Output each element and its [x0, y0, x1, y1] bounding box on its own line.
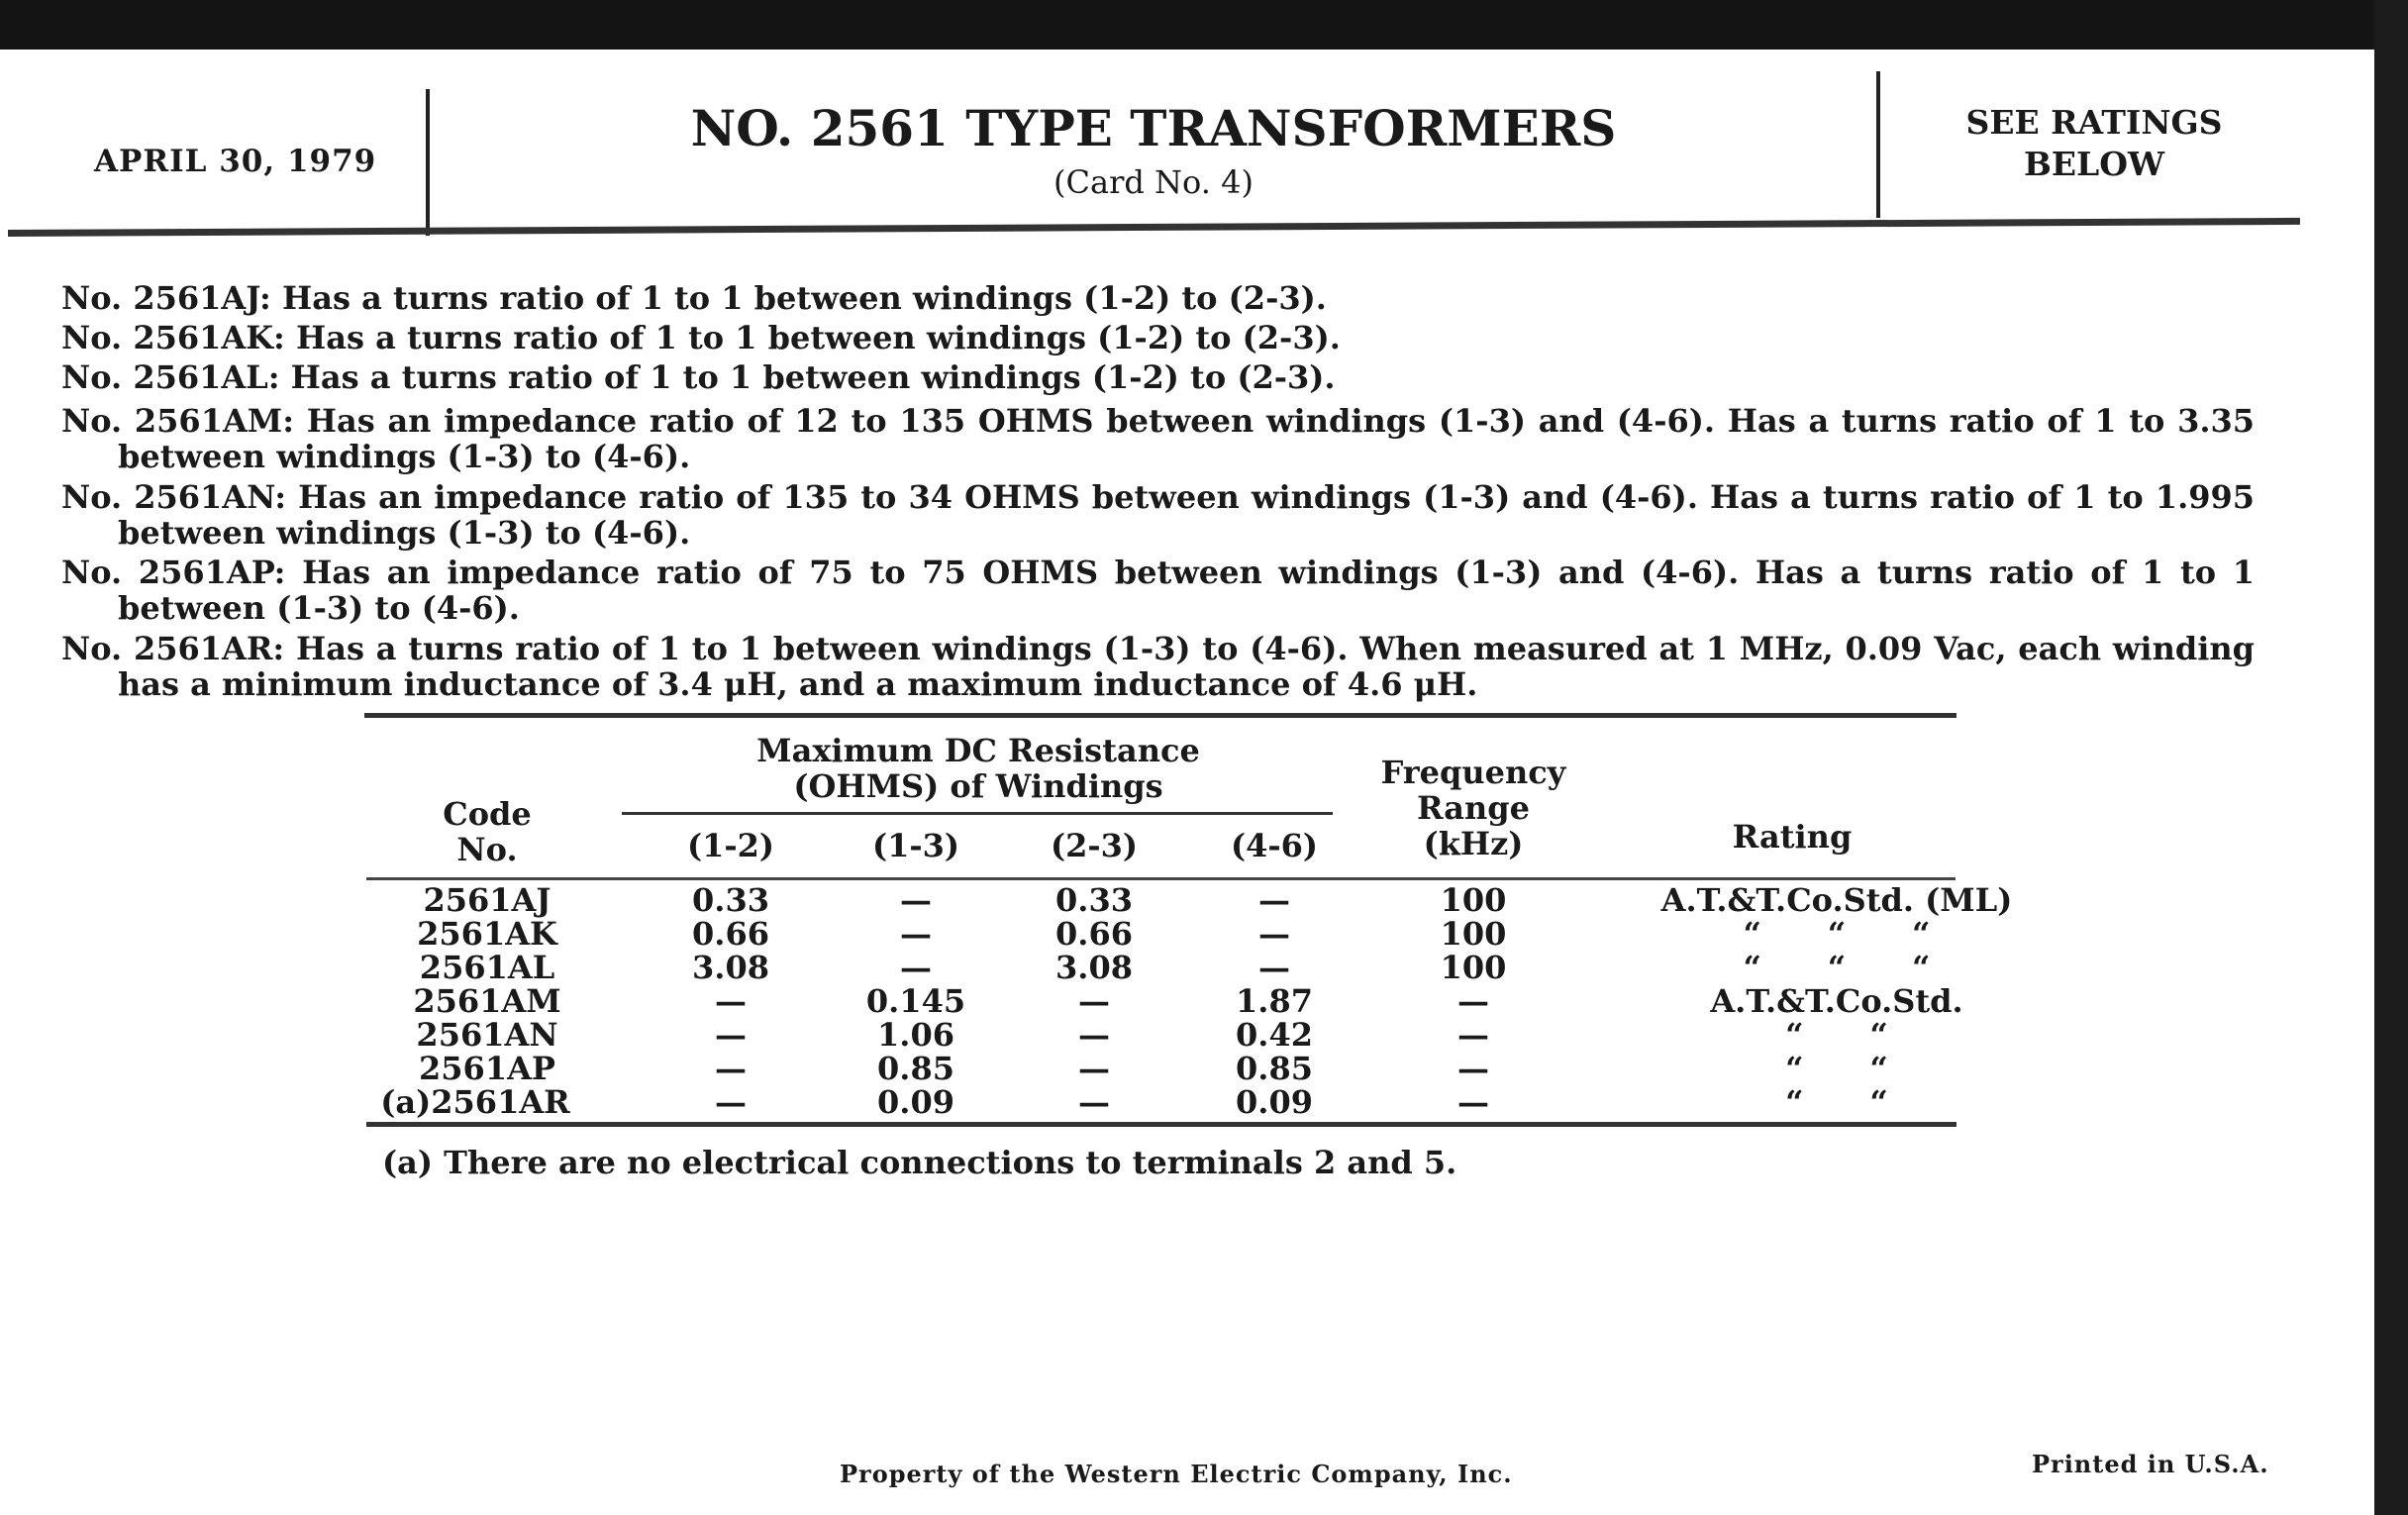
property-notice: Property of the Western Electric Company, Inc.: [840, 1460, 1513, 1488]
rating-header: Rating: [1732, 818, 1853, 856]
col-header-4-6: (4-6): [1230, 827, 1319, 864]
col-header-1-3: (1-3): [871, 827, 960, 864]
code-cell: (a)2561AR: [380, 1083, 570, 1121]
winding-1-3-cell: —: [900, 881, 932, 919]
code-header-line: Code: [443, 795, 532, 833]
ratings-note-line: BELOW: [2023, 145, 2165, 183]
freq-header-line: (kHz): [1423, 825, 1524, 862]
frequency-cell: 100: [1440, 915, 1507, 953]
header-divider: [1876, 71, 1880, 218]
winding-1-3-cell: —: [900, 915, 932, 953]
col-header-1-2: (1-2): [686, 827, 775, 864]
description-2561aj: No. 2561AJ: Has a turns ratio of 1 to 1 between windings (1-2) to (2-3).: [61, 279, 1327, 317]
winding-4-6-cell: —: [1258, 915, 1290, 953]
winding-1-2-cell: —: [715, 1016, 747, 1054]
card-number: (Card No. 4): [1054, 163, 1254, 201]
table-footnote: (a) There are no electrical connections to terminals 2 and 5.: [382, 1144, 1457, 1181]
frequency-cell: —: [1457, 1050, 1489, 1087]
winding-2-3-cell: —: [1078, 982, 1110, 1020]
winding-1-3-cell: 0.85: [877, 1050, 954, 1087]
description-2561al: No. 2561AL: Has a turns ratio of 1 to 1 between windings (1-2) to (2-3).: [61, 358, 1336, 396]
winding-1-2-cell: —: [715, 1083, 747, 1121]
winding-4-6-cell: 0.42: [1236, 1016, 1313, 1054]
freq-header-line: Frequency: [1380, 754, 1566, 791]
frequency-cell: —: [1457, 982, 1489, 1020]
description-2561an: No. 2561AN: Has an impedance ratio of 135 to 34 OHMS between windings (1-3) and (4-6). Has a turns ratio of 1 to 1.995 between windings (1-3) to (4-6).: [61, 478, 2255, 552]
rating-cell: “ “: [1785, 1016, 1888, 1054]
card-date: APRIL 30, 1979: [94, 144, 377, 179]
frequency-header: [1354, 755, 1592, 861]
header-bottom-rule: [366, 877, 1956, 880]
group-rule: [622, 812, 1333, 815]
printed-notice: Printed in U.S.A.: [2032, 1450, 2269, 1478]
winding-1-2-cell: 0.66: [692, 915, 769, 953]
code-cell: 2561AM: [413, 982, 561, 1020]
scan-border-top: [0, 0, 2408, 50]
frequency-cell: —: [1457, 1083, 1489, 1121]
rating-cell: “ “: [1785, 1083, 1888, 1121]
rating-cell: A.T.&T.Co.Std.: [1710, 982, 1963, 1020]
winding-2-3-cell: 3.08: [1055, 949, 1133, 986]
winding-4-6-cell: —: [1258, 881, 1290, 919]
code-cell: 2561AL: [419, 949, 555, 986]
frequency-cell: 100: [1440, 881, 1507, 919]
group-header-line: (OHMS) of Windings: [793, 767, 1163, 805]
header-rule: [8, 218, 2300, 237]
col-header-2-3: (2-3): [1050, 827, 1139, 864]
winding-1-2-cell: 3.08: [692, 949, 769, 986]
freq-header-line: Range: [1416, 789, 1531, 827]
winding-2-3-cell: —: [1078, 1016, 1110, 1054]
description-2561ap: No. 2561AP: Has an impedance ratio of 75 to 75 OHMS between windings (1-3) and (4-6). Has a turns ratio of 1 to 1 between (1-3) to (4-6).: [61, 554, 2255, 627]
description-2561ak: No. 2561AK: Has a turns ratio of 1 to 1 between windings (1-2) to (2-3).: [61, 319, 1341, 356]
page-title: NO. 2561 TYPE TRANSFORMERS: [690, 99, 1617, 157]
description-2561am: No. 2561AM: Has an impedance ratio of 12 to 135 OHMS between windings (1-3) and (4-6). Has a turns ratio of 1 to 3.35 between windings (1-3) to (4-6).: [61, 402, 2255, 475]
winding-1-3-cell: 1.06: [877, 1016, 954, 1054]
winding-4-6-cell: 1.87: [1236, 982, 1313, 1020]
description-2561ar: No. 2561AR: Has a turns ratio of 1 to 1 between windings (1-3) to (4-6). When measured at 1 MHz, 0.09 Vac, each winding has a minimum inductance of 3.4 μH, and a maximum inductance of 4.6 μH.: [61, 630, 2255, 703]
winding-4-6-cell: —: [1258, 949, 1290, 986]
code-cell: 2561AK: [417, 915, 557, 953]
winding-1-3-cell: 0.145: [865, 982, 966, 1020]
resistance-group-header: [622, 733, 1335, 804]
winding-2-3-cell: —: [1078, 1083, 1110, 1121]
header-divider: [426, 89, 430, 236]
winding-1-2-cell: 0.33: [692, 881, 769, 919]
rating-cell: “ “ “: [1743, 915, 1931, 953]
rating-cell: “ “ “: [1743, 949, 1931, 986]
rating-cell: “ “: [1785, 1050, 1888, 1087]
frequency-cell: 100: [1440, 949, 1507, 986]
code-cell: 2561AJ: [423, 881, 552, 919]
winding-4-6-cell: 0.85: [1236, 1050, 1313, 1087]
scan-border-right: [2374, 0, 2408, 1515]
table-top-rule: [364, 713, 1956, 718]
winding-1-3-cell: 0.09: [877, 1083, 954, 1121]
rating-cell: A.T.&T.Co.Std. (ML): [1660, 881, 2013, 919]
ratings-note-line: SEE RATINGS: [1965, 103, 2223, 142]
frequency-cell: —: [1457, 1016, 1489, 1054]
code-header: [388, 796, 586, 867]
ratings-note: [1886, 102, 2302, 185]
group-header-line: Maximum DC Resistance: [756, 732, 1200, 769]
table-bottom-rule: [366, 1122, 1956, 1127]
winding-2-3-cell: —: [1078, 1050, 1110, 1087]
code-cell: 2561AN: [416, 1016, 558, 1054]
winding-2-3-cell: 0.33: [1055, 881, 1133, 919]
winding-2-3-cell: 0.66: [1055, 915, 1133, 953]
winding-1-2-cell: —: [715, 1050, 747, 1087]
winding-1-3-cell: —: [900, 949, 932, 986]
winding-1-2-cell: —: [715, 982, 747, 1020]
code-header-line: No.: [456, 831, 518, 868]
winding-4-6-cell: 0.09: [1236, 1083, 1313, 1121]
code-cell: 2561AP: [419, 1050, 555, 1087]
